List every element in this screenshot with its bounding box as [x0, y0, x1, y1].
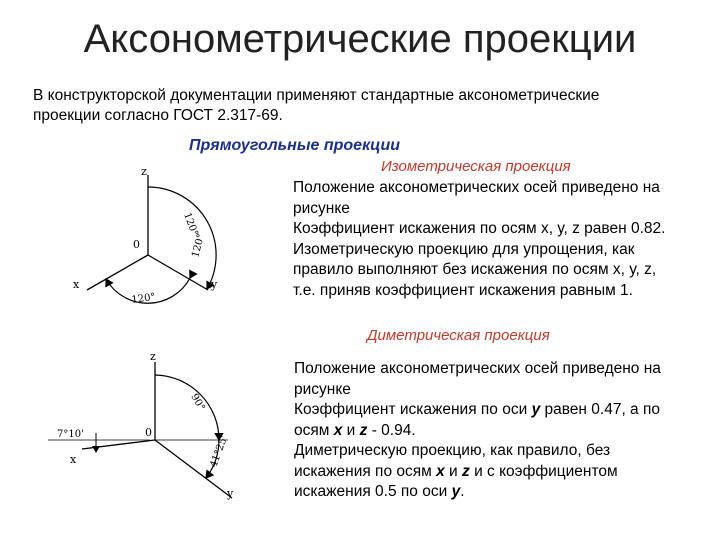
isometric-line: Положение аксонометрических осей приведено на: [293, 179, 660, 196]
dimetric-axis-emphasis: х: [333, 421, 343, 439]
isometric-line: правило выполняют без искажения по осям х, у, z,: [293, 261, 657, 278]
iso-label-x: x: [73, 278, 80, 291]
dim-label-x: x: [70, 453, 77, 466]
dim-angle-label: 41°25': [208, 434, 231, 470]
dimetric-text: .: [460, 483, 465, 500]
dimetric-axis-emphasis: у: [531, 401, 541, 418]
dimetric-text: Коэффициент искажения по оси: [294, 401, 532, 418]
dim-label-y: y: [227, 487, 234, 500]
dimetric-text: осям: [294, 421, 334, 439]
dimetric-axis-emphasis: z: [462, 462, 470, 480]
dimetric-axis-emphasis: х: [436, 462, 445, 480]
isometric-line: т.е. приняв коэффициент искажения равным 1.: [293, 281, 633, 299]
dimetric-text: - 0.94.: [367, 421, 416, 439]
dimetric-text: рисунке: [294, 380, 351, 398]
dim-label-origin: 0: [145, 426, 152, 439]
dimetric-text: искажения 0.5 по оси: [294, 483, 452, 500]
dimetric-text: Положение аксонометрических осей приведено на: [294, 360, 661, 377]
iso-angle-label: 120°: [190, 232, 208, 259]
iso-y-axis: [148, 255, 208, 290]
dimetric-text: и: [342, 421, 360, 439]
dim-x-axis: [82, 440, 155, 449]
iso-angle-label: 120°: [130, 291, 157, 306]
isometric-line: Изометрическую проекцию для упрощения, как: [293, 240, 635, 258]
iso-label-origin: 0: [133, 238, 140, 251]
dim-angle-label: 90°: [188, 392, 207, 413]
iso-angle-label: 120°: [181, 211, 200, 238]
dimetric-text: и: [444, 462, 463, 480]
page-title: Аксонометрические проекции: [83, 17, 637, 61]
iso-label-z: z: [141, 165, 147, 178]
dim-arc-90: [155, 375, 219, 440]
isometric-line: Коэффициент искажения по осям х, у, z равен 0.82.: [293, 220, 666, 237]
iso-x-axis: [87, 255, 148, 290]
dimetric-axis-emphasis: z: [359, 421, 368, 439]
subtitle-rectangular-projections: Прямоугольные проекции: [189, 137, 401, 154]
dimetric-text: искажения по осям: [294, 462, 437, 480]
dim-angle-label: 7°10': [57, 429, 84, 440]
iso-label-y: y: [211, 278, 218, 291]
dim-label-z: z: [150, 350, 156, 363]
dimetric-text: Диметрическую проекцию, как правило, без: [294, 442, 611, 459]
dimetric-diagram: [48, 350, 234, 500]
dimetric-text: равен 0.47, а по: [540, 401, 661, 418]
dimetric-heading: Диметрическая проекция: [367, 327, 550, 344]
intro-line: В конструкторской документации применяют стандартные аксонометрические: [33, 87, 600, 104]
dimetric-axis-emphasis: у: [451, 483, 461, 500]
isometric-heading: Изометрическая проекция: [381, 158, 571, 175]
isometric-diagram: [73, 165, 218, 306]
isometric-line: рисунке: [293, 199, 350, 217]
intro-line: проекции согласно ГОСТ 2.317-69.: [33, 107, 283, 124]
dimetric-text: и с коэффициентом: [469, 462, 618, 480]
